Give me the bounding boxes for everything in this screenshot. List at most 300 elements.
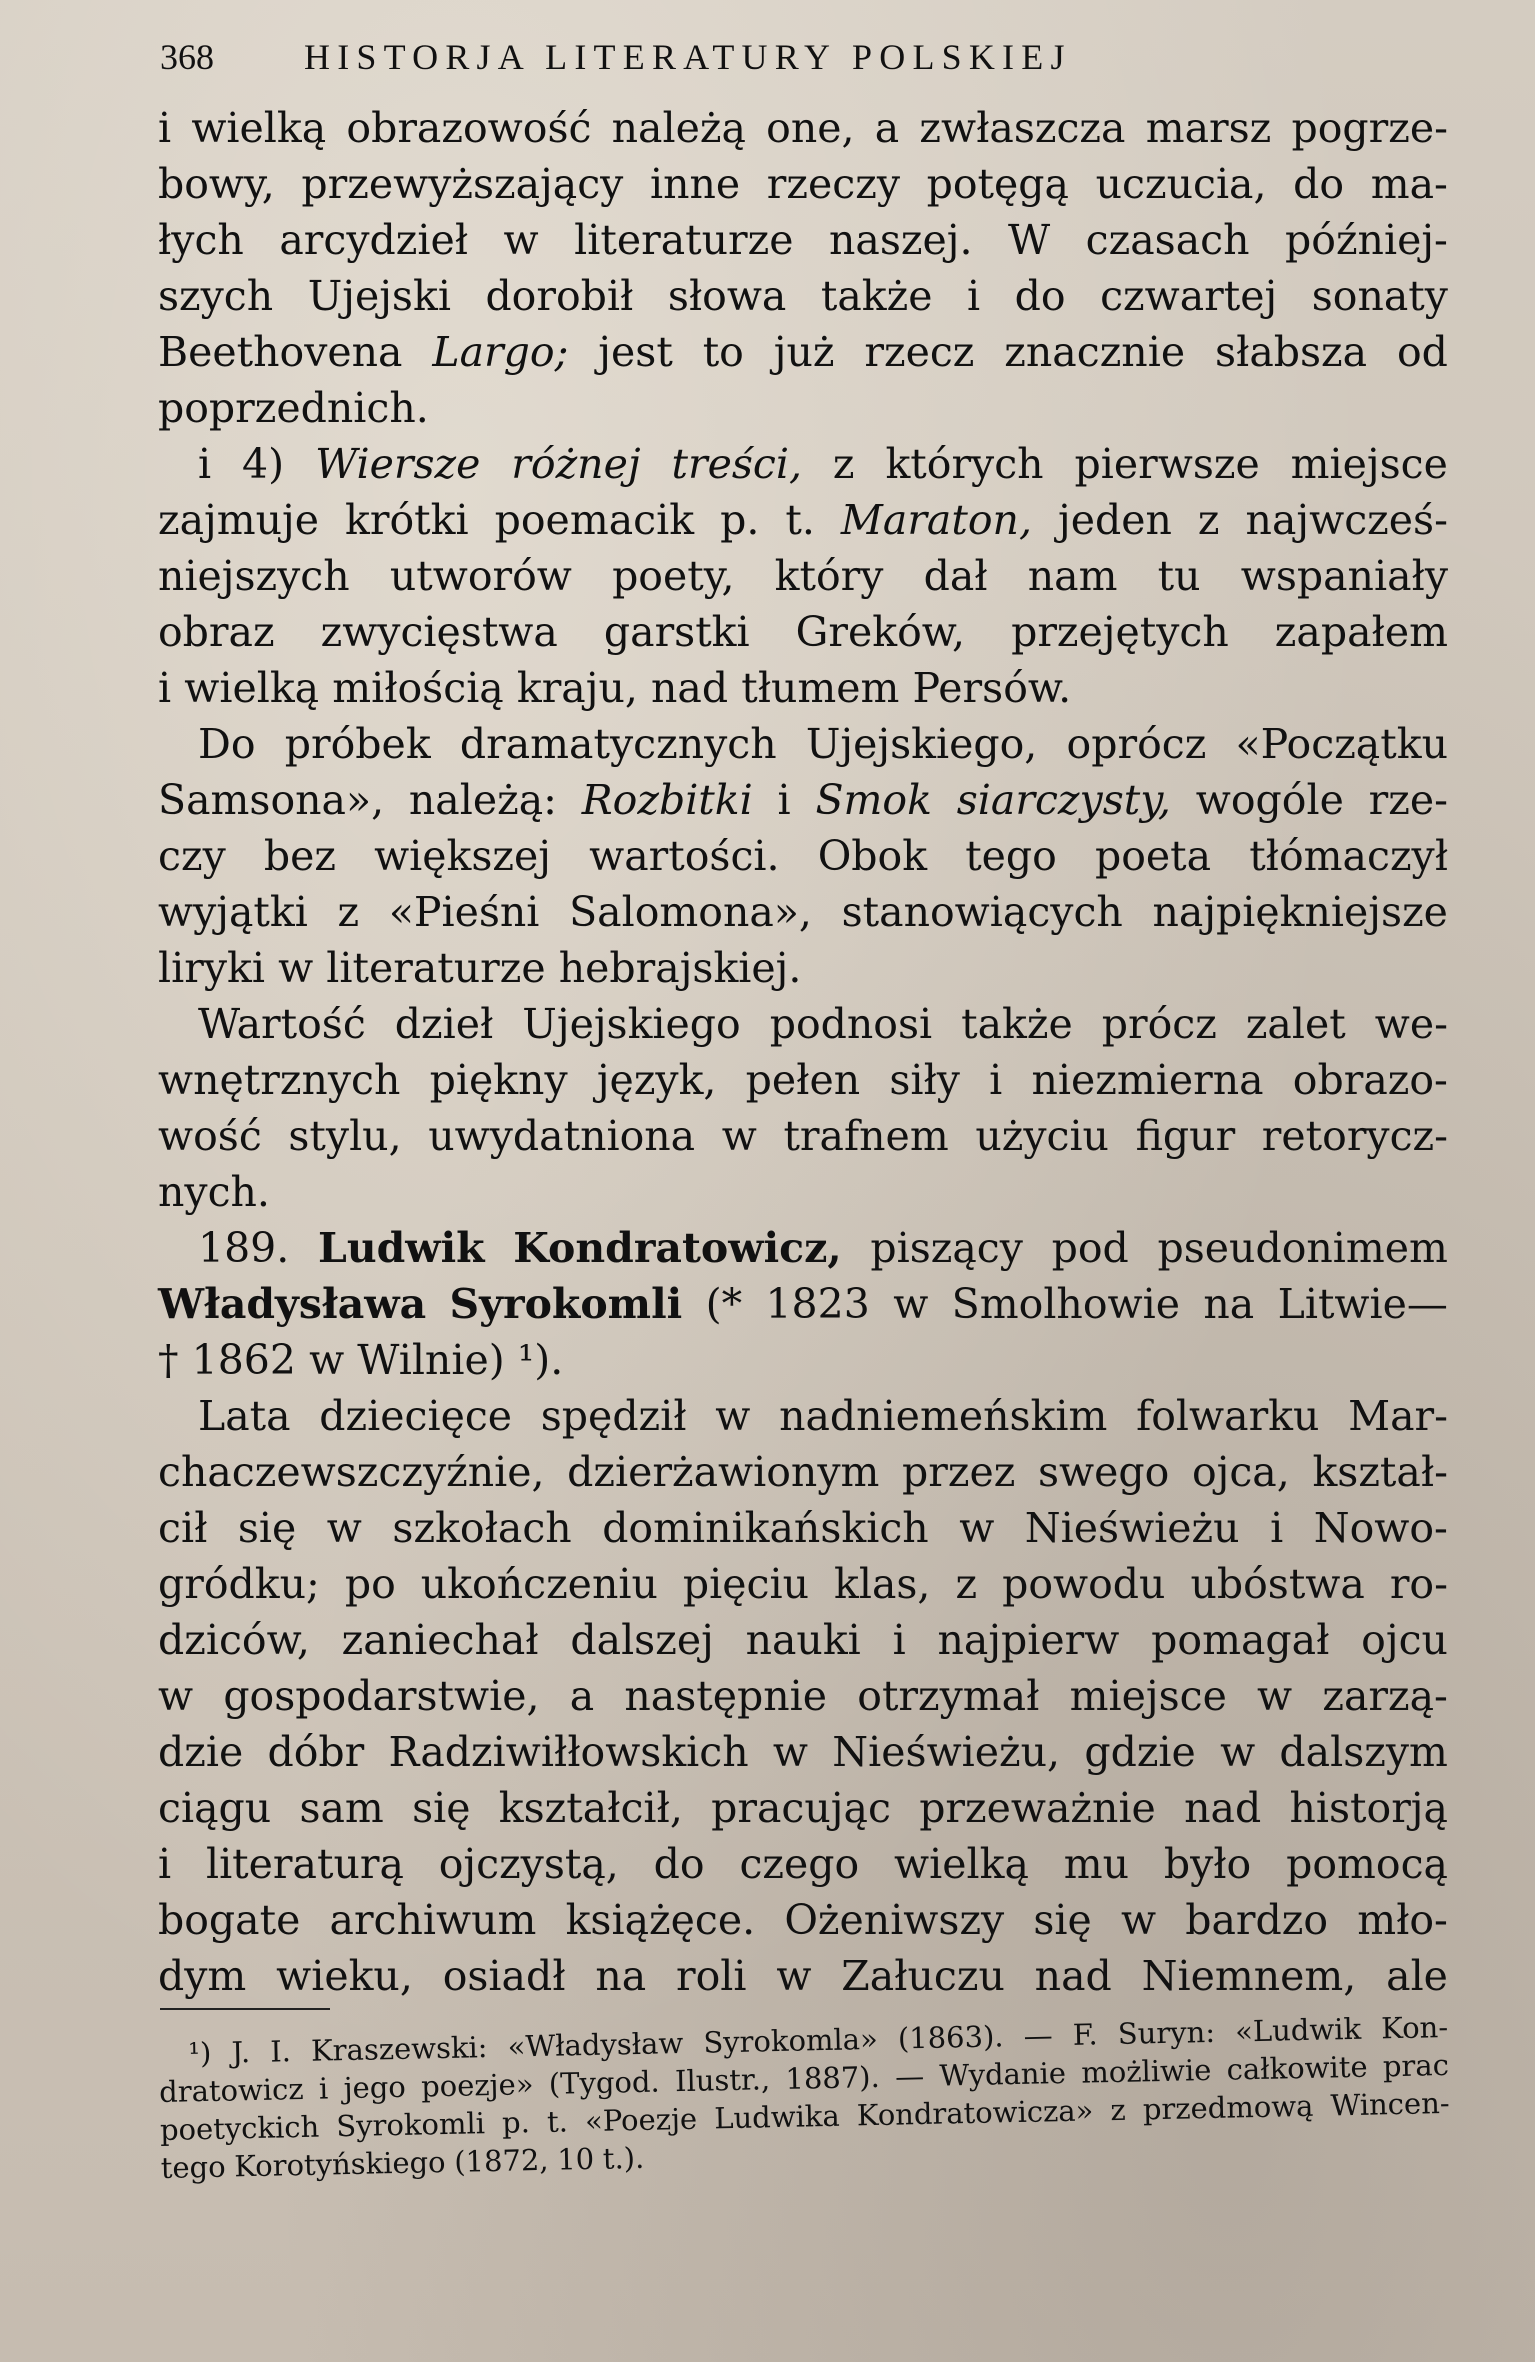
word: Mar- [1348,1392,1448,1440]
word: pierwsze [1074,440,1260,488]
word: na [1203,1280,1255,1328]
word: Kondratowicz, [513,1224,842,1272]
word: miejsce [1290,440,1448,488]
text-line [158,1164,1448,1220]
word: (Tygod. [548,2064,661,2101]
text-line [158,1892,1448,1948]
word: p. [501,2105,531,2140]
word: w [1257,1672,1293,1720]
word: zwycięstwa [320,608,558,656]
word: podnosi [769,1000,933,1048]
word: a [874,104,900,152]
text-line [158,1332,1448,1388]
text-line [158,268,1448,324]
word: dał [923,552,988,600]
word: różnej [511,440,641,488]
word: klas, [833,1560,931,1608]
word: pomocą [1286,1840,1448,1888]
word: i [158,104,172,152]
word: hebrajskiej. [558,944,802,992]
text-line [158,1276,1448,1332]
word: trafnem [783,1112,949,1160]
word: figur [1135,1112,1236,1160]
word: z [955,1560,978,1608]
word: otrzymał [857,1672,1040,1720]
word: wartości. [589,832,780,880]
word: czego [739,1840,860,1888]
word: jego [343,2069,407,2106]
word: gródku; [158,1560,320,1608]
word: dóbr [267,1728,365,1776]
word: w [721,1112,757,1160]
word: a [569,1672,595,1720]
word: Salomona», [569,888,812,936]
word: dym [158,1952,247,2000]
word: i [777,776,791,824]
word: J. [231,2035,251,2070]
text-line [158,1108,1448,1164]
text-line [158,1388,1448,1444]
word: uczucia, [1095,160,1267,208]
word: Załuczu [841,1952,1005,2000]
word: kraju, [516,664,638,712]
word: piękny [429,1056,568,1104]
word: zajmuje [158,496,320,544]
word: nad [651,664,729,712]
text-line [158,324,1448,380]
word: wielką [184,664,320,712]
word: t. [785,496,815,544]
word: 4) [242,440,285,488]
word: Greków, [795,608,966,656]
word: prac [1382,2047,1450,2084]
word: w [1120,1896,1157,1944]
word: później- [1285,216,1448,264]
word: literaturze [326,944,546,992]
word: Ujejskiego [522,1000,741,1048]
word: Ujejskiego, [805,720,1038,768]
word: historją [1289,1784,1448,1832]
word: dratowicz [158,2071,304,2109]
word: Syrokomli [335,2106,486,2144]
word: jest [598,328,673,376]
word: roli [676,1952,747,2000]
word: bogate [158,1896,301,1944]
word: czy [158,832,226,880]
word: prócz [1101,1000,1217,1048]
word: nad [1034,1952,1112,2000]
word: Nowo- [1313,1504,1448,1552]
word: mu [1063,1840,1130,1888]
word: ale [1386,1952,1448,2000]
word: wielką [191,104,327,152]
word: Niemnem, [1141,1952,1357,2000]
word: «Poezje [584,2101,698,2139]
word: t. [546,2104,569,2139]
word: «Ludwik [1234,2011,1362,2049]
word: dalszym [1279,1728,1448,1776]
word: retorycz- [1261,1112,1448,1160]
word: szych [158,272,274,320]
word: 1823 [765,1280,870,1328]
text-line [158,884,1448,940]
word: w [326,1504,362,1552]
word: «Pieśni [388,888,540,936]
word: niejszych [158,552,350,600]
word: Wiersze [315,440,481,488]
word: literaturą [205,1840,404,1888]
word: poezje» [420,2067,534,2104]
word: przez [902,1448,1016,1496]
word: 189. [198,1224,290,1272]
word: dzieł [394,1000,494,1048]
word: nad [1184,1784,1262,1832]
word: pracując [711,1784,891,1832]
word: (* [705,1280,743,1328]
word: wspaniały [1240,552,1448,600]
text-line [158,380,1448,436]
word: Obok [817,832,928,880]
footnote-rule [160,2008,330,2010]
text-line [158,156,1448,212]
word: obrazowość [346,104,592,152]
word: siarczysty, [956,776,1171,824]
word: dzie [158,1728,244,1776]
word: spędził [540,1392,687,1440]
word: sonaty [1311,272,1448,320]
word: dzierżawionym [567,1448,880,1496]
word: całkowite [1226,2049,1368,2087]
text-line [158,1668,1448,1724]
word: (1863). [897,2019,1004,2056]
word: stylu, [288,1112,402,1160]
word: wość [158,1112,262,1160]
footnote [158,2008,1451,2187]
word: tego [965,832,1057,880]
word: Wincen- [1330,2085,1450,2123]
word: F. [1072,2017,1099,2052]
word: piszący [870,1224,1023,1272]
word: osiadł [442,1952,566,2000]
word: Smok [815,776,932,824]
word: i [967,272,981,320]
word: Persów. [912,664,1072,712]
word: Beethovena [158,328,403,376]
text-line [158,828,1448,884]
word: w [776,1952,812,2000]
word: z [337,888,360,936]
word: możliwie [1080,2052,1212,2090]
word: Władysława [158,1280,427,1328]
word: także [820,272,933,320]
word: poeta [1094,832,1212,880]
word: i [318,2071,329,2106]
word: Litwie— [1277,1280,1448,1328]
word: ¹) [188,2035,212,2071]
word: się [1033,1896,1092,1944]
word: ukończeniu [420,1560,658,1608]
word: wnętrznych [158,1056,401,1104]
word: do [1014,272,1066,320]
word: ojczystą, [438,1840,619,1888]
word: Nieświeżu, [832,1728,1061,1776]
word: i [158,1840,172,1888]
word: książęce. [565,1896,756,1944]
word: Do [198,720,256,768]
word: — [1023,2018,1054,2053]
word: pięciu [682,1560,809,1608]
text-line [158,212,1448,268]
word: tego [160,2149,226,2185]
word: «Początku [1235,720,1448,768]
word: na [595,1952,647,2000]
word: literaturze [574,216,794,264]
word: przejętych [1011,608,1229,656]
word: ma- [1370,160,1448,208]
word: Wilnie) [357,1336,505,1384]
word: 1887). [785,2059,881,2096]
word: przewyższający [301,160,624,208]
word: do [1293,160,1345,208]
text-line [158,772,1448,828]
word: i [198,440,212,488]
word: w [772,1728,809,1776]
word: dziców, [158,1616,310,1664]
word: dorobił [485,272,634,320]
word: należą: [408,776,557,824]
text-line [158,492,1448,548]
word: Radziwiłłowskich [388,1728,749,1776]
word: naszej. [828,216,973,264]
word: tłómaczył [1249,832,1448,880]
word: jeden [1058,496,1172,544]
text-line [158,1220,1448,1276]
word: zapałem [1274,608,1448,656]
word: który [774,552,884,600]
word: miejsce [1069,1672,1227,1720]
word: garstki [603,608,750,656]
text-line [158,1444,1448,1500]
word: oprócz [1066,720,1207,768]
text-line [158,1052,1448,1108]
text-line [158,548,1448,604]
word: Syrokomli [449,1280,683,1328]
word: niezmierna [1031,1056,1264,1104]
word: pełen [745,1056,861,1104]
word: i [1270,1504,1284,1552]
word: znacznie [1004,328,1186,376]
word: rzeczy [766,160,900,208]
text-line [158,1780,1448,1836]
text-line [158,1556,1448,1612]
word: Ożeniwszy [784,1896,1005,1944]
word: krótki [345,496,469,544]
word: wyjątki [158,888,308,936]
text-line [158,1724,1448,1780]
word: najpierw [937,1616,1120,1664]
word: się [237,1504,297,1552]
word: poemacik [494,496,695,544]
word: w [158,1672,194,1720]
word: Samsona», [158,776,385,824]
word: rze- [1368,776,1448,824]
word: ciągu [158,1784,272,1832]
text-line [158,1500,1448,1556]
word: potęgą [926,160,1069,208]
word: do [653,1840,705,1888]
text-line [158,604,1448,660]
word: najwcześ- [1245,496,1448,544]
word: Ludwik [317,1224,485,1272]
word: Ludwika [713,2098,841,2136]
word: w [309,1336,345,1384]
word: ubóstwa [1190,1560,1365,1608]
word: w [1220,1728,1256,1776]
word: Maraton, [840,496,1032,544]
word: I. [269,2034,292,2069]
word: one, [766,104,855,152]
word: zarzą- [1322,1672,1448,1720]
word: swego [1037,1448,1170,1496]
word: najpiękniejsze [1152,888,1448,936]
word: gospodarstwie, [223,1672,540,1720]
text-line [158,1836,1448,1892]
word: zaniechał [341,1616,539,1664]
word: inne [649,160,741,208]
word: z [1197,496,1220,544]
word: z [832,440,855,488]
word: Kon- [1380,2009,1449,2046]
word: użyciu [975,1112,1109,1160]
word: 10 [556,2141,595,2177]
word: których [885,440,1044,488]
word: wieku, [276,1952,413,2000]
word: przedmową [1142,2088,1314,2127]
word: szkołach [392,1504,572,1552]
word: ojcu [1361,1616,1448,1664]
word: mło- [1357,1896,1448,1944]
word: Rozbitki [581,776,753,824]
word: p. [720,496,760,544]
word: siły [889,1056,960,1104]
word: czwartej [1100,272,1278,320]
word: nauki [745,1616,861,1664]
word: i [989,1056,1003,1104]
word: poetyckich [159,2109,320,2147]
word: nadniemeńskim [779,1392,1108,1440]
text-line [158,100,1448,156]
word: w [959,1504,995,1552]
word: ojca, [1191,1448,1290,1496]
word: łych [158,216,244,264]
word: kształ- [1312,1448,1448,1496]
word: należą [611,104,746,152]
word: archiwum [329,1896,537,1944]
word: słabsza [1214,328,1368,376]
word: w [893,1280,929,1328]
word: kształcił, [498,1784,683,1832]
word: i [892,1616,906,1664]
word: od [1396,328,1448,376]
word: treści, [671,440,802,488]
word: Kraszewski: [310,2030,488,2068]
word: t.). [602,2140,645,2176]
word: dalszej [570,1616,714,1664]
word: następnie [624,1672,828,1720]
word: liryki [158,944,265,992]
word: próbek [284,720,431,768]
word: uwydatniona [428,1112,696,1160]
word: Kondratowicza» [856,2093,1094,2133]
word: bowy, [158,160,275,208]
word: gdzie [1084,1728,1196,1776]
word: Wydanie [939,2055,1067,2093]
word: już [773,328,835,376]
word: utworów [389,552,572,600]
word: dramatycznych [459,720,777,768]
word: Ujejski [307,272,451,320]
text-line [158,940,1448,996]
word: marsz [1145,104,1272,152]
text-line [158,436,1448,492]
word: czasach [1085,216,1250,264]
text-line [158,1948,1448,2004]
word: stanowiących [841,888,1123,936]
word: miłością [332,664,504,712]
word: Smolhowie [951,1280,1180,1328]
word: tłumem [741,664,900,712]
word: ro- [1389,1560,1448,1608]
word: pseudonimem [1157,1224,1448,1272]
word: nam [1027,552,1118,600]
word: słowa [667,272,787,320]
word: i [158,664,172,712]
word: poprzednich. [158,384,429,432]
word: powodu [1002,1560,1166,1608]
word: po [344,1560,396,1608]
word: w [278,944,314,992]
word: «Władysław [507,2026,684,2064]
running-header [160,32,1460,82]
word: obrazo- [1292,1056,1448,1104]
word: wielką [894,1840,1029,1888]
word: bez [263,832,336,880]
word: w [503,216,539,264]
word: — [894,2058,925,2094]
word: się [412,1784,471,1832]
word: pogrze- [1291,104,1448,152]
word: W [1007,216,1051,264]
word: we- [1374,1000,1448,1048]
word: język, [596,1056,717,1104]
word: nych. [158,1168,270,1216]
word: zwłaszcza [919,104,1126,152]
word: folwarku [1136,1392,1320,1440]
word: Lata [198,1392,291,1440]
word: Suryn: [1117,2014,1216,2051]
word: większej [374,832,552,880]
text-line [158,716,1448,772]
word: Wartość [198,1000,366,1048]
word: obraz [158,608,275,656]
word: w [715,1392,751,1440]
word: Largo; [432,328,569,376]
word: bardzo [1185,1896,1329,1944]
word: także [961,1000,1073,1048]
word: Nieświeżu [1024,1504,1240,1552]
word: arcydzieł [279,216,469,264]
word: poety, [612,552,735,600]
